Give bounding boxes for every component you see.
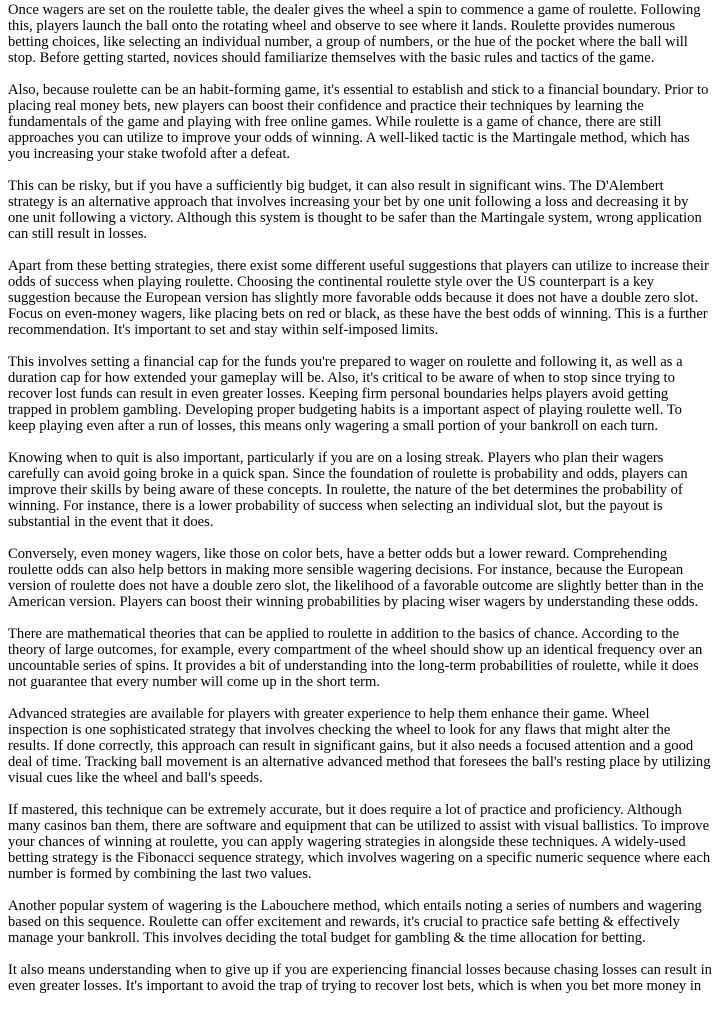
paragraph: Advanced strategies are available for players with greater experience to help them enhance their game. Wheel inspection is one sophisticated strategy that involves checking the wheel to look for any flaws that might alter the results. If done correctly, this approach can result in significant gains, but it also needs a focused attention and a good deal of time. Tracking ball movement is an alternative advanced method that foresees the ball's resting place by utilizing visual cues like the wheel and ball's speeds. (8, 706, 711, 786)
paragraph: Apart from these betting strategies, there exist some different useful suggestions that players can utilize to increase their odds of success when playing roulette. Choosing the continental roulette style over the US counterpart is a key suggestion because the European version has slightly more favorable odds because it does not have a double zero slot. Focus on even-money wagers, like placing bets on red or black, as these have the best odds of winning. This is a further recommendation. It's important to set and stay within self-imposed limits. (8, 258, 709, 338)
paragraph: This involves setting a financial cap for the funds you're prepared to wager on roulette and following it, as well as a duration cap for how extended your gameplay will be. Also, it's critical to be aware of when to stop since trying to recover lost funds can result in even greater losses. Keeping firm personal boundaries helps players avoid getting trapped in problem gambling. Developing proper budgeting habits is a important aspect of playing roulette well. To keep playing even after a run of losses, this means only wagering a small portion of your bankroll on each turn. (8, 354, 683, 434)
paragraph: Conversely, even money wagers, like those on color bets, have a better odds but a lower reward. Comprehending roulette odds can also help bettors in making more sensible wagering decisions. For instance, because the European version of roulette does not have a double zero slot, the likelihood of a favorable outcome are slightly better than in the American version. Players can boost their winning probabilities by placing wiser wagers by understanding these odds. (8, 546, 704, 610)
paragraph: Once wagers are set on the roulette table, the dealer gives the wheel a spin to commence a game of roulette. Following this, players launch the ball onto the rotating wheel and observe to see where it lands. Roulette provides numerous betting choices, like selecting an individual number, a group of numbers, or the hue of the pocket where the ball will stop. Before getting started, novices should familiarize themselves with the basic rules and tactics of the game. (8, 2, 701, 66)
paragraph: Knowing when to quit is also important, particularly if you are on a losing streak. Players who plan their wagers carefully can avoid going broke in a quick span. Since the foundation of roulette is probability and odds, players can improve their skills by being aware of these concepts. In roulette, the nature of the bet determines the probability of winning. For instance, there is a lower probability of success when selecting an individual slot, but the payout is substantial in the event that it does. (8, 450, 688, 530)
paragraph: It also means understanding when to give up if you are experiencing financial losses because chasing losses can result in even greater losses. It's important to avoid the trap of trying to recover lost bets, which is when you bet more money in (8, 962, 712, 994)
paragraph: This can be risky, but if you have a sufficiently big budget, it can also result in significant wins. The D'Alembert strategy is an alternative approach that involves increasing your bet by one unit following a loss and decreasing it by one unit following a victory. Although this system is thought to be safer than the Martingale system, wrong application can still result in losses. (8, 178, 702, 242)
paragraph: If mastered, this technique can be extremely accurate, but it does require a lot of practice and proficiency. Although many casinos ban them, there are software and equipment that can be utilized to assist with visual ballistics. To improve your chances of winning at roulette, you can apply wagering strategies in alongside these techniques. A widely-used betting strategy is the Fibonacci sequence strategy, which involves wagering on a specific numeric sequence where each number is formed by combining the last two values. (8, 802, 711, 882)
paragraph: There are mathematical theories that can be applied to roulette in addition to the basics of chance. According to the theory of large outcomes, for example, every compartment of the wheel should show up an identical frequency over an uncountable series of spins. It provides a bit of understanding into the long-term probabilities of roulette, while it does not guarantee that every number will come up in the short term. (8, 626, 703, 690)
paragraph: Another popular system of wagering is the Labouchere method, which entails noting a series of numbers and wagering based on this sequence. Roulette can offer excitement and rewards, it's crucial to practice safe betting & effectively manage your bankroll. This involves deciding the total budget for gambling & the time allocation for betting. (8, 898, 702, 946)
paragraph: Also, because roulette can be an habit-forming game, it's essential to establish and stick to a financial boundary. Prior to placing real money bets, new players can boost their confidence and practice their techniques by learning the fundamentals of the game and playing with free online games. While roulette is a game of chance, there are still approaches you can utilize to improve your odds of winning. A well-liked tactic is the Martingale method, which has you increasing your stake twofold after a defeat. (8, 82, 709, 162)
